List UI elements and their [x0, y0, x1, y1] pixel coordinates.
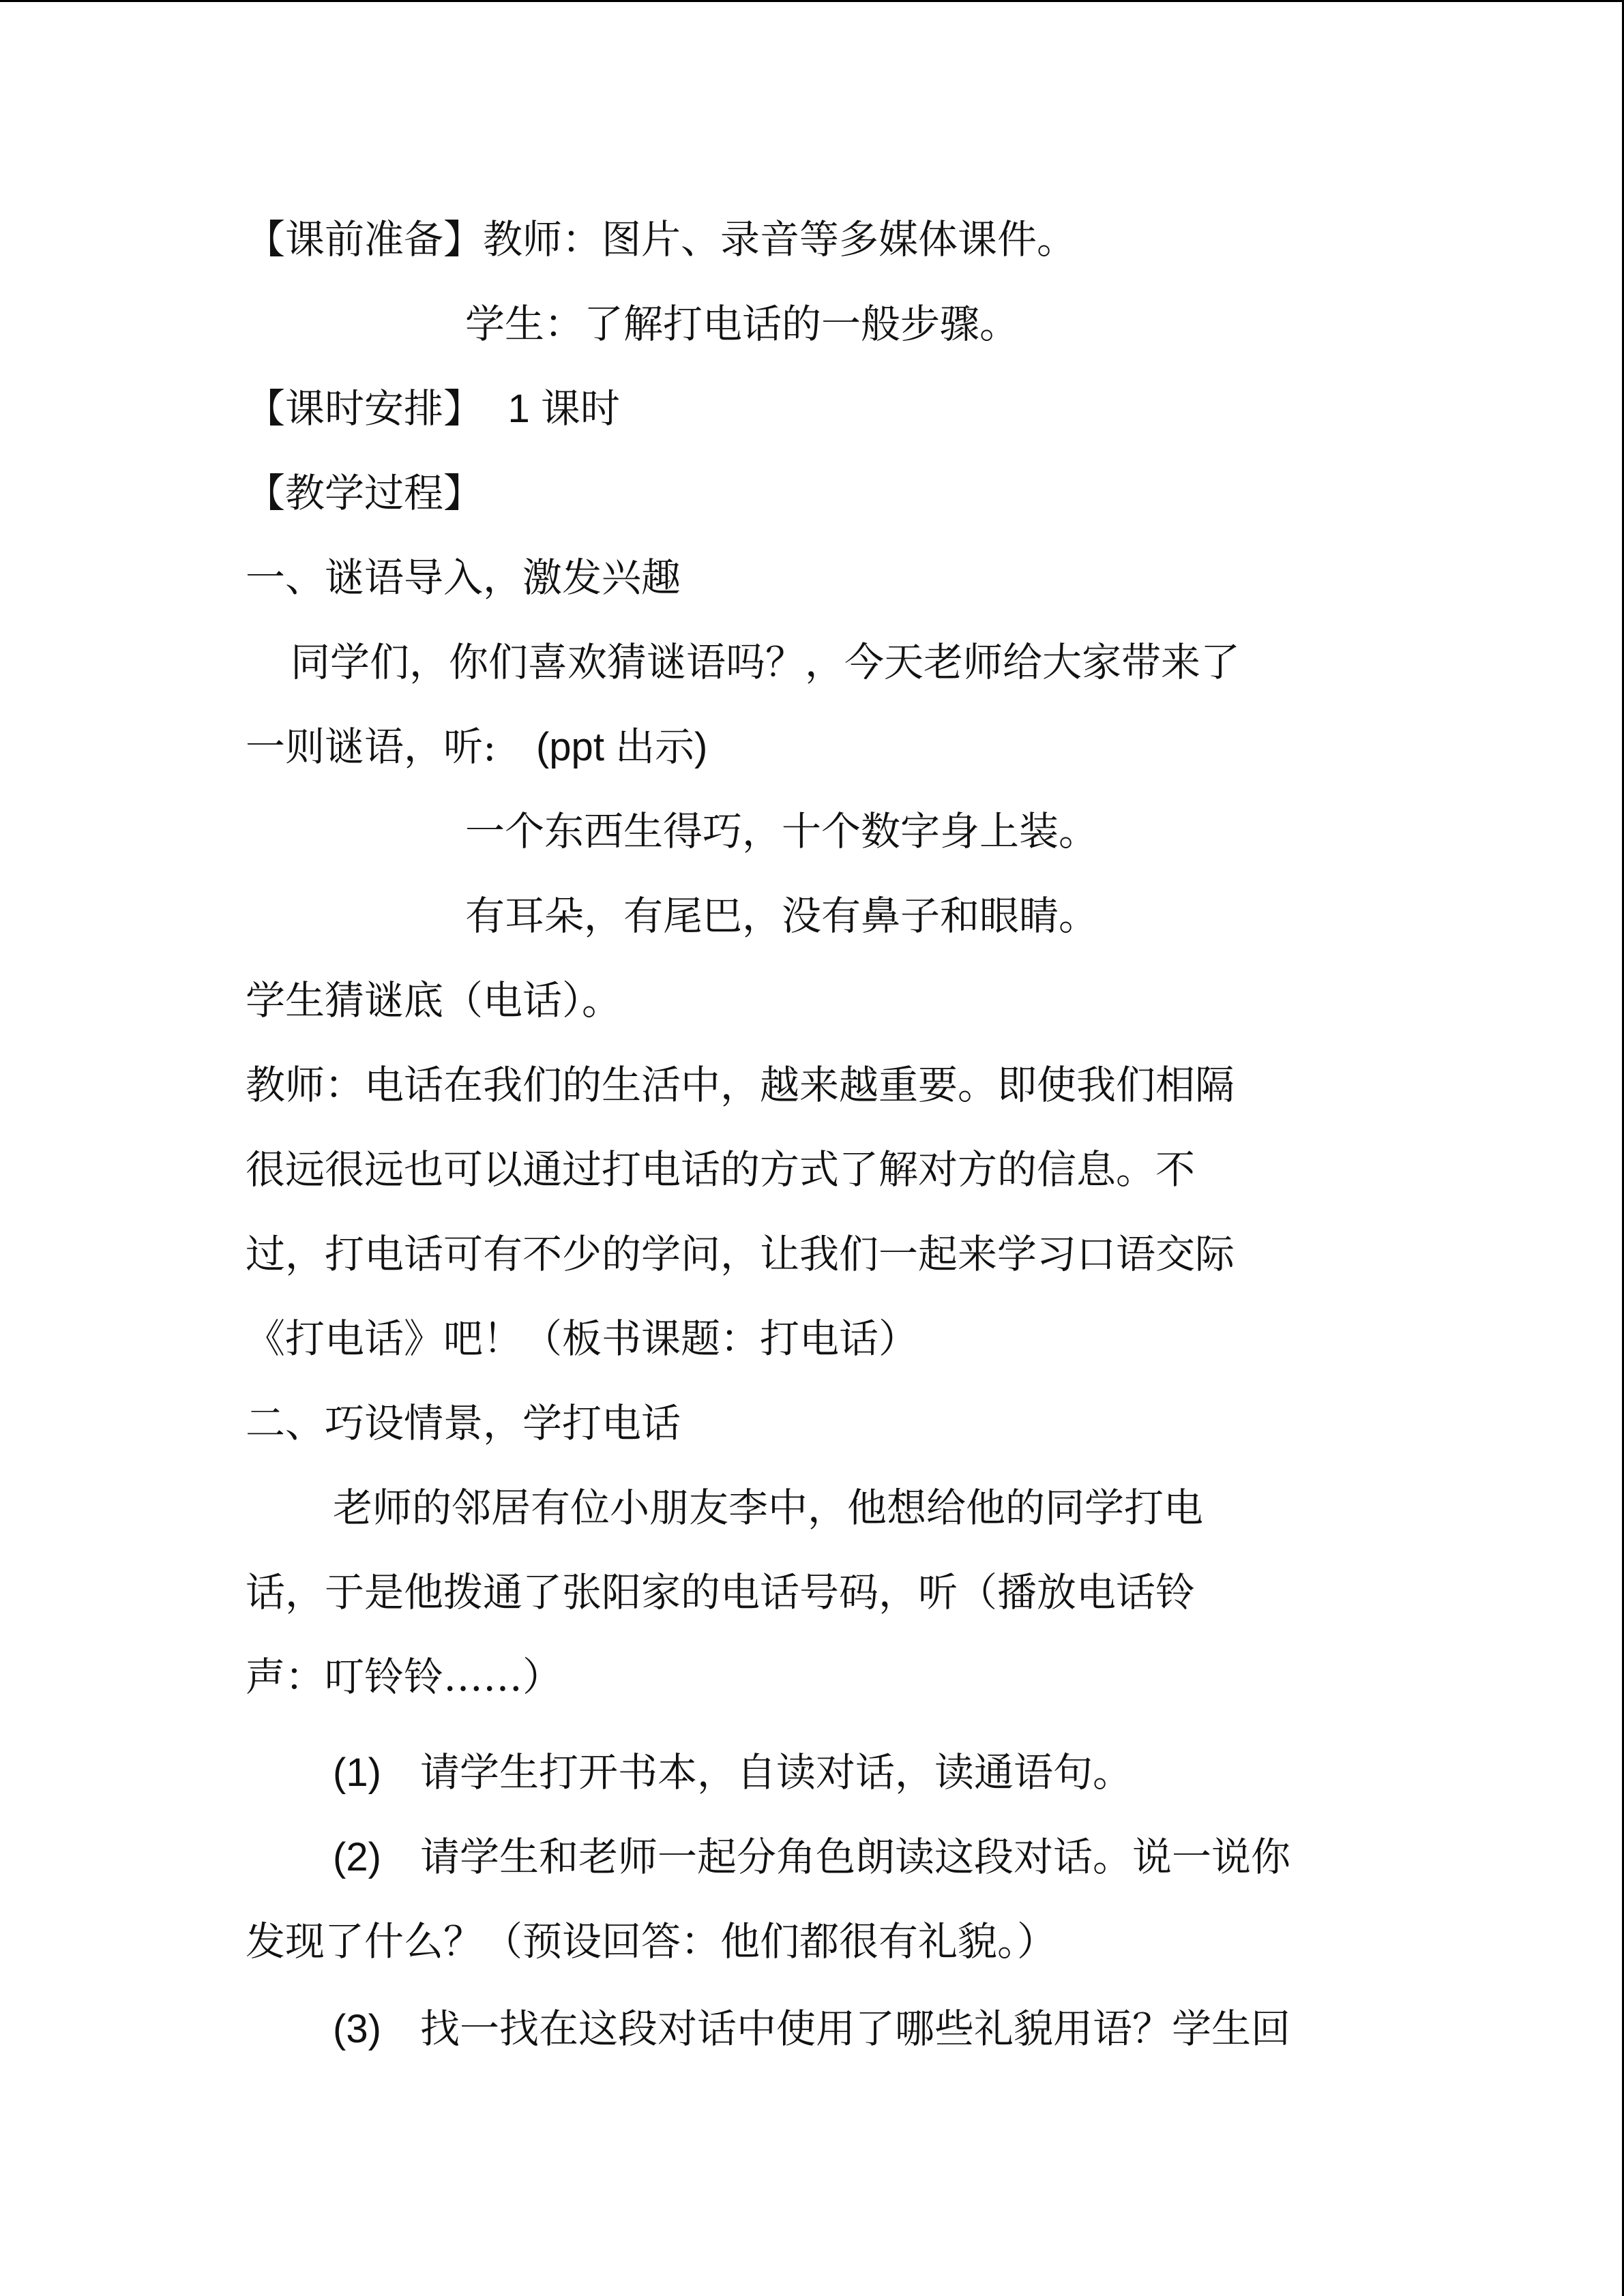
section1-heading: 一、谜语导入，激发兴趣: [246, 554, 681, 601]
intro-line-1: 同学们，你们喜欢猜谜语吗？，今天老师给大家带来了: [291, 639, 1241, 685]
prep-label: 【课前准备】: [246, 216, 484, 263]
teacher-line-4: 《打电话》吧！（板书课题：打电话）: [246, 1315, 919, 1362]
time-value: 1 课时: [507, 387, 620, 431]
step-2-text: 请学生和老师一起分角色朗读这段对话。说一说你: [420, 1834, 1291, 1880]
teacher-line-3: 过，打电话可有不少的学问，让我们一起来学习口语交际: [246, 1231, 1235, 1277]
intro-line-2: [246, 723, 707, 771]
process-label: 【教学过程】: [246, 470, 484, 516]
step-3-text: 找一找在这段对话中使用了哪些礼貌用语？学生回: [420, 2006, 1291, 2052]
teacher-line-2: 很远很远也可以通过打电话的方式了解对方的信息。不: [246, 1146, 1196, 1193]
step-1-number: (1): [333, 1750, 381, 1795]
step-1-text: 请学生打开书本，自读对话，读通语句。: [420, 1749, 1133, 1795]
story-line-2: 话，于是他拨通了张阳家的电话号码，听（播放电话铃: [246, 1569, 1196, 1615]
prep-student: 学生：了解打电话的一般步骤。: [465, 301, 1020, 347]
riddle-answer: 学生猜谜底（电话）。: [246, 977, 622, 1024]
time-label: 【课时安排】: [246, 385, 484, 432]
step-2-number: (2): [333, 1835, 381, 1879]
story-line-1: 老师的邻居有位小朋友李中，他想给他的同学打电: [333, 1485, 1204, 1531]
teacher-line-1: 教师：电话在我们的生活中，越来越重要。即使我们相隔: [246, 1062, 1235, 1108]
riddle-line-1: 一个东西生得巧，十个数字身上装。: [465, 808, 1099, 854]
intro-line-2-text: 一则谜语，听:: [246, 724, 497, 770]
riddle-line-2: 有耳朵，有尾巴，没有鼻子和眼睛。: [465, 893, 1099, 939]
ppt-note: (ppt 出示): [535, 725, 708, 769]
prep-line: [246, 215, 1076, 263]
step-2-continued: 发现了什么？（预设回答：他们都很有礼貌。）: [246, 1918, 1057, 1965]
step-3: [333, 2005, 1290, 2053]
step-1: [333, 1748, 1132, 1797]
section2-heading: 二、巧设情景，学打电话: [246, 1400, 681, 1446]
step-2: [333, 1833, 1290, 1881]
time-line: [246, 385, 620, 433]
story-line-3: 声：叮铃铃……）: [246, 1654, 563, 1700]
prep-teacher: 教师：图片、录音等多媒体课件。: [483, 216, 1077, 263]
step-3-number: (3): [333, 2007, 381, 2051]
page-top-border: [0, 0, 1624, 2]
